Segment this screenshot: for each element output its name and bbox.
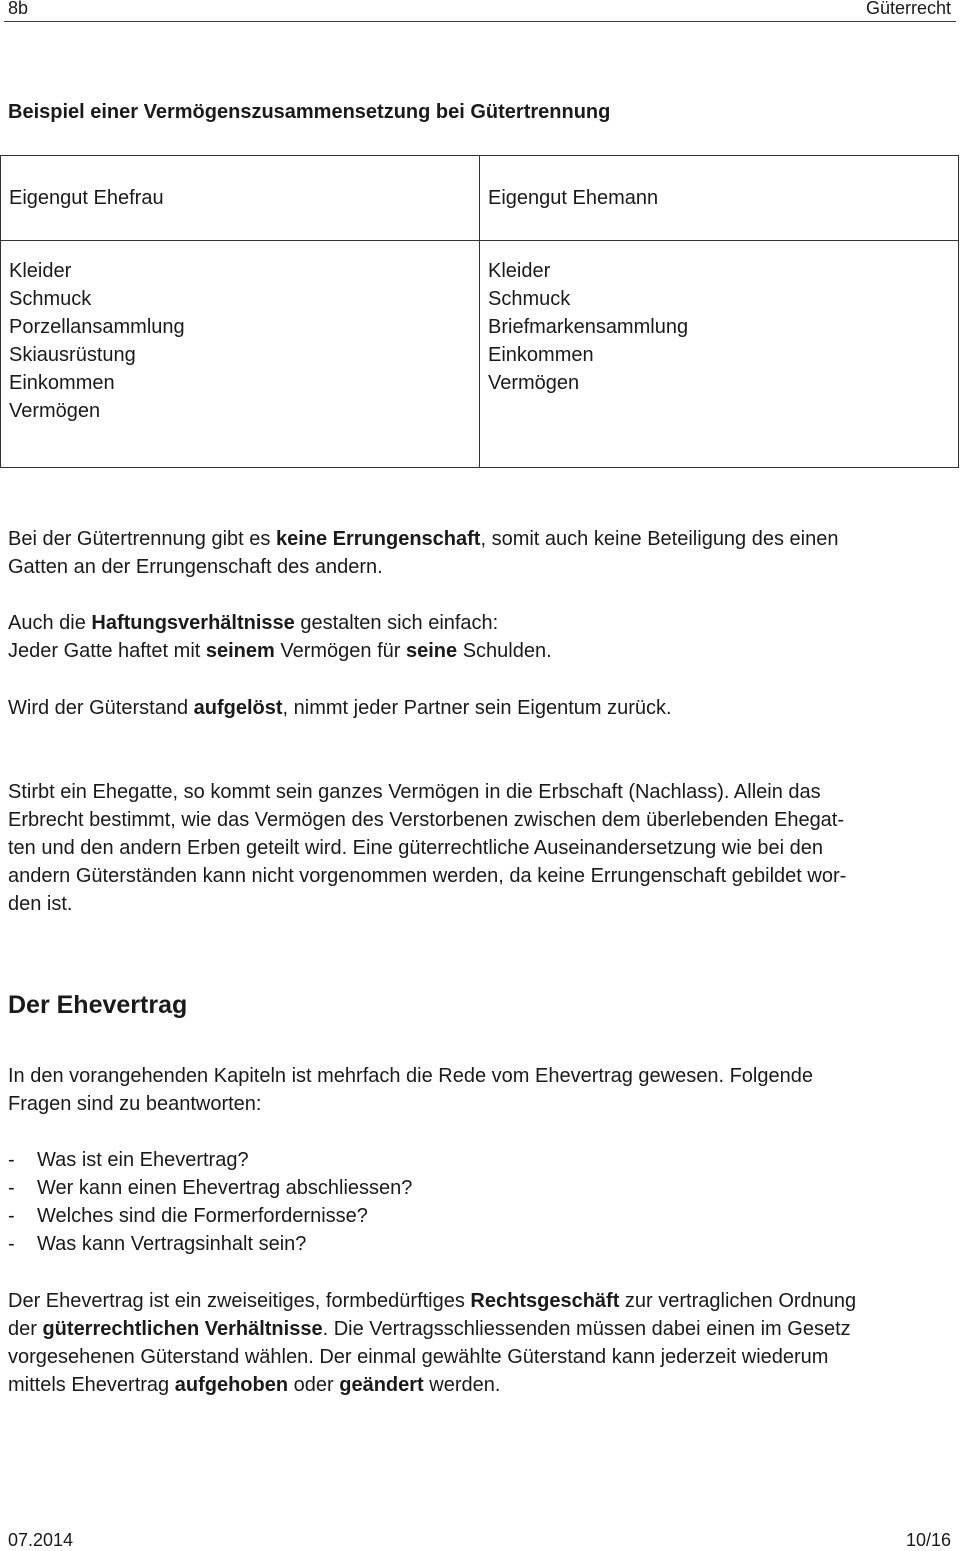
list-item xyxy=(8,1174,956,1202)
text: Stirbt ein Ehegatte, so kommt sein ganzes Vermögen in die Erbschaft (Nachlass). Allein das xyxy=(8,781,821,803)
text-line xyxy=(8,1315,956,1343)
text-line xyxy=(8,1062,956,1090)
list-item-text: Was kann Vertragsinhalt sein? xyxy=(37,1233,307,1255)
text: der xyxy=(8,1318,43,1340)
text: . Die Vertragsschliessenden müssen dabei einen im Gesetz xyxy=(322,1318,851,1340)
text-line xyxy=(8,1343,956,1371)
table-item: Vermögen xyxy=(9,400,101,422)
text: Gatten an der Errungenschaft des andern. xyxy=(8,556,383,578)
bold-text: güterrechtlichen Verhältnisse xyxy=(42,1318,323,1340)
text: mittels Ehevertrag xyxy=(8,1374,175,1396)
text-line xyxy=(8,862,956,890)
paragraph xyxy=(8,1062,956,1118)
paragraph xyxy=(8,694,956,722)
bold-text: Haftungsverhältnisse xyxy=(91,612,295,634)
bold-text: aufgehoben xyxy=(174,1374,289,1396)
bold-text: aufgelöst xyxy=(193,697,283,719)
list-bullet: - xyxy=(8,1177,15,1199)
table-item: Porzellansammlung xyxy=(9,316,185,338)
text-line xyxy=(8,525,956,553)
paragraph xyxy=(8,778,956,918)
list-item xyxy=(8,1146,956,1174)
text-line xyxy=(8,834,956,862)
text: Schulden. xyxy=(457,640,552,662)
table-item: Kleider xyxy=(488,260,551,282)
text: Fragen sind zu beantworten: xyxy=(8,1093,262,1115)
table-header-husband: Eigengut Ehemann xyxy=(480,156,959,241)
section-title: Beispiel einer Vermögenszusammensetzung bei Gütertrennung xyxy=(8,101,611,123)
table-item: Vermögen xyxy=(488,372,580,394)
bold-text: seine xyxy=(406,640,458,662)
bold-text: keine Errungenschaft xyxy=(275,528,481,550)
table-cell-wife xyxy=(1,241,480,468)
table-item: Schmuck xyxy=(9,288,92,310)
footer-page-number: 10/16 xyxy=(905,1530,951,1550)
text: , nimmt jeder Partner sein Eigentum zurück. xyxy=(282,697,672,719)
footer-date: 07.2014 xyxy=(8,1530,74,1550)
header-chapter: 8b xyxy=(8,0,29,18)
text: werden. xyxy=(423,1374,501,1396)
table-item: Skiausrüstung xyxy=(9,344,136,366)
text: den ist. xyxy=(8,893,73,915)
table-item: Einkommen xyxy=(488,344,594,366)
assets-table xyxy=(0,155,959,468)
text-line xyxy=(8,694,956,722)
text: Bei der Gütertrennung gibt es xyxy=(8,528,276,550)
text-line xyxy=(8,609,956,637)
list-bullet: - xyxy=(8,1233,15,1255)
text-line xyxy=(8,553,956,581)
text-line xyxy=(8,806,956,834)
text: Erbrecht bestimmt, wie das Vermögen des Verstorbenen zwischen dem überlebenden Ehegat- xyxy=(8,809,845,831)
text: gestalten sich einfach: xyxy=(294,612,499,634)
list-item-text: Was ist ein Ehevertrag? xyxy=(37,1149,249,1171)
text: oder xyxy=(288,1374,340,1396)
bold-text: seinem xyxy=(205,640,275,662)
table-item: Kleider xyxy=(9,260,72,282)
paragraph xyxy=(8,1287,956,1399)
paragraph xyxy=(8,525,956,581)
text-line xyxy=(8,637,956,665)
section-heading: Der Ehevertrag xyxy=(8,991,188,1019)
text: ten und den andern Erben geteilt wird. Eine güterrechtliche Auseinandersetzung wie bei den xyxy=(8,837,823,859)
text: Auch die xyxy=(8,612,92,634)
text-line xyxy=(8,1090,956,1118)
text: zur vertraglichen Ordnung xyxy=(619,1290,857,1312)
text-line xyxy=(8,890,956,918)
table-item: Schmuck xyxy=(488,288,571,310)
paragraph xyxy=(8,609,956,665)
text-line xyxy=(8,1371,956,1399)
text: andern Güterständen kann nicht vorgenommen werden, da keine Errungenschaft gebildet wor- xyxy=(8,865,847,887)
table-item: Briefmarkensammlung xyxy=(488,316,689,338)
text: vorgesehenen Güterstand wählen. Der einmal gewählte Güterstand kann jederzeit wiederum xyxy=(8,1346,829,1368)
list-item xyxy=(8,1202,956,1230)
text: In den vorangehenden Kapiteln ist mehrfach die Rede vom Ehevertrag gewesen. Folgende xyxy=(8,1065,813,1087)
text: Der Ehevertrag ist ein zweiseitiges, formbedürftiges xyxy=(8,1290,471,1312)
text: Wird der Güterstand xyxy=(8,697,194,719)
list-item-text: Wer kann einen Ehevertrag abschliessen? xyxy=(37,1177,413,1199)
text: Vermögen für xyxy=(274,640,406,662)
text-line xyxy=(8,778,956,806)
table-item: Einkommen xyxy=(9,372,115,394)
text-line xyxy=(8,1287,956,1315)
text: , somit auch keine Beteiligung des einen xyxy=(480,528,839,550)
list-item-text: Welches sind die Formerfordernisse? xyxy=(37,1205,368,1227)
list-bullet: - xyxy=(8,1205,15,1227)
list-item xyxy=(8,1230,956,1258)
question-list xyxy=(8,1146,956,1258)
header-divider xyxy=(4,21,956,22)
bold-text: geändert xyxy=(339,1374,424,1396)
bold-text: Rechtsgeschäft xyxy=(470,1290,620,1312)
header-title: Güterrecht xyxy=(865,0,951,18)
list-bullet: - xyxy=(8,1149,15,1171)
text: Jeder Gatte haftet mit xyxy=(8,640,206,662)
table-header-wife: Eigengut Ehefrau xyxy=(1,156,480,241)
table-cell-husband xyxy=(480,241,959,468)
